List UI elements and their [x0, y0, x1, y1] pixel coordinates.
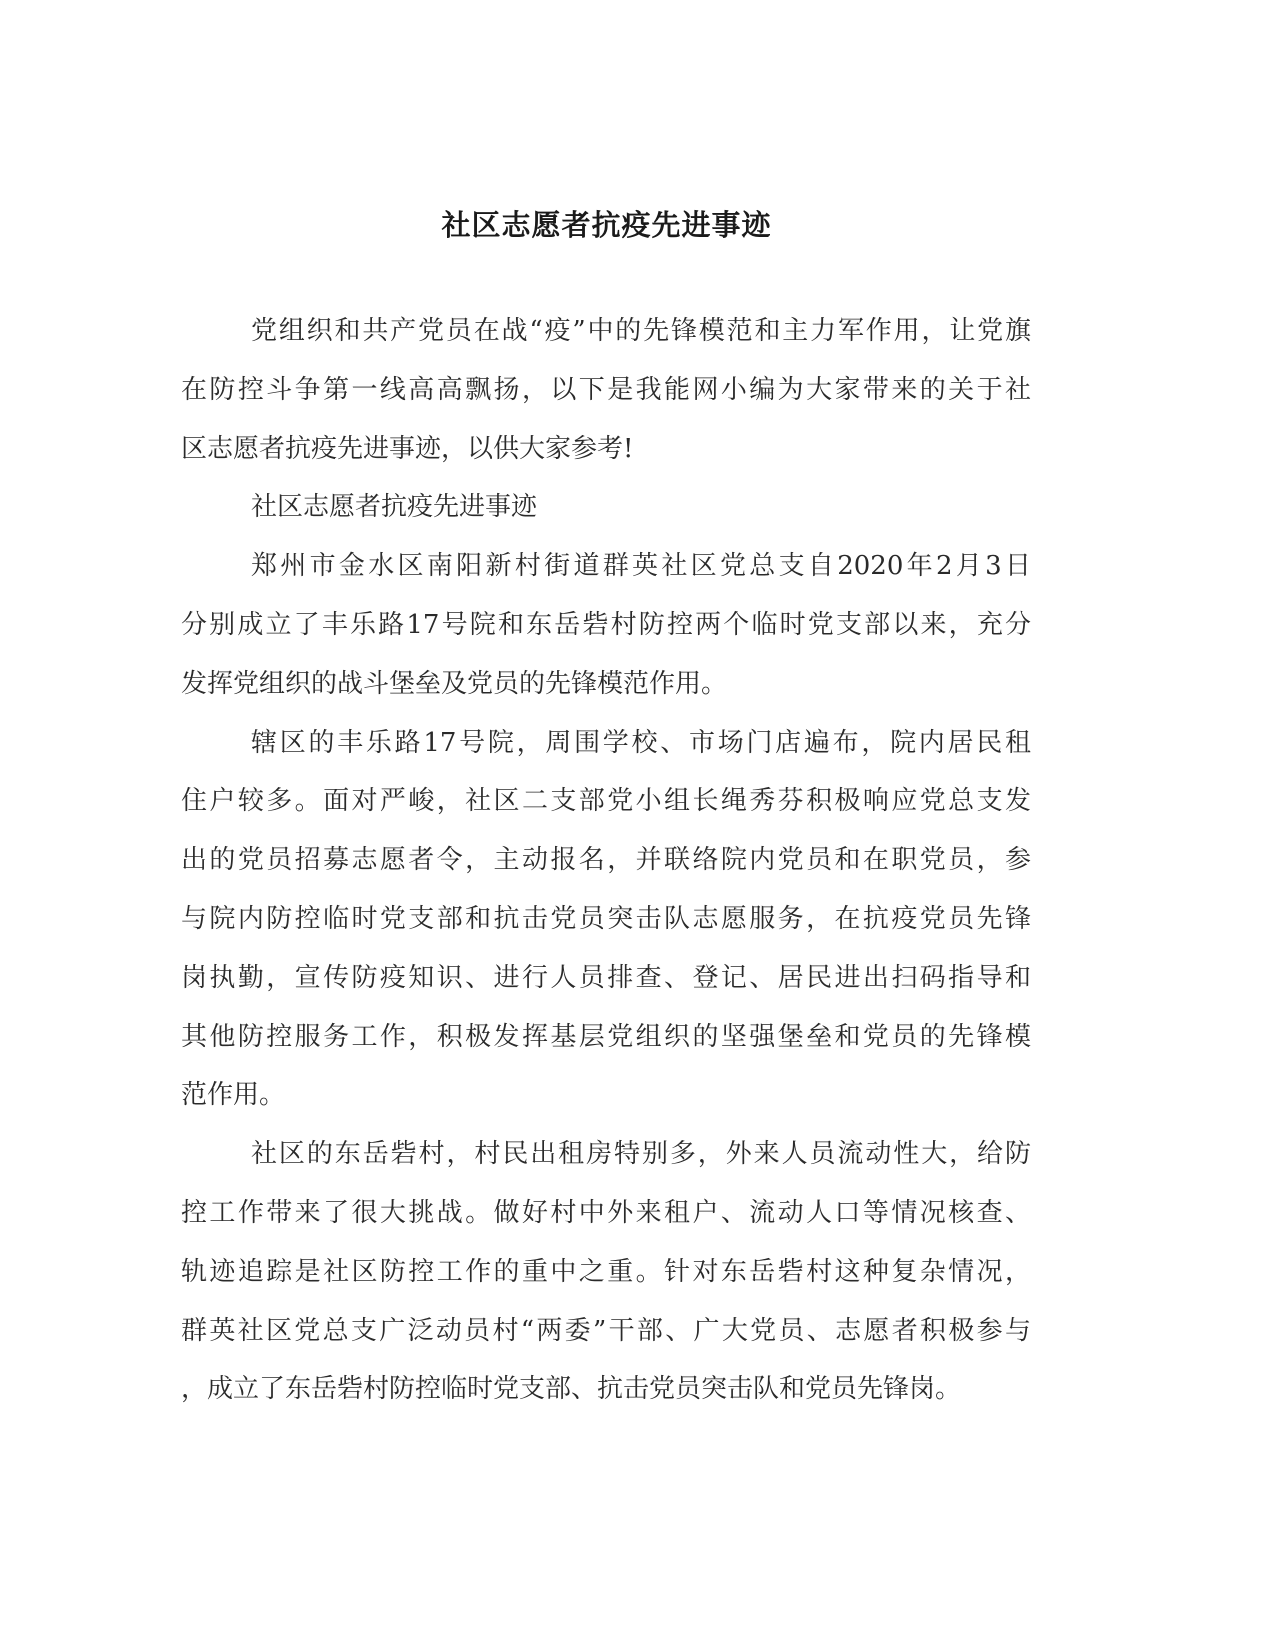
paragraph-line: 范作用。	[181, 1080, 286, 1111]
document-body	[181, 317, 1031, 1434]
paragraph-dongyuezhai	[181, 1140, 1031, 1404]
paragraph-line: 党组织和共产党员在战“疫”中的先锋模范和主力军作用，让党旗	[251, 316, 1031, 346]
paragraph-line: 控工作带来了很大挑战。做好村中外来租户、流动人口等情况核查、	[181, 1197, 1031, 1228]
paragraph-intro	[181, 317, 1031, 464]
paragraph-line: ，成立了东岳砦村防控临时党支部、抗击党员突击队和党员先锋岗。	[181, 1374, 962, 1405]
paragraph-line: 社区的东岳砦村，村民出租房特别多，外来人员流动性大，给防	[251, 1139, 1031, 1170]
paragraph-line: 住户较多。面对严峻，社区二支部党小组长绳秀芬积极响应党总支发	[181, 786, 1031, 817]
paragraph-line: 与院内防控临时党支部和抗击党员突击队志愿服务，在抗疫党员先锋	[181, 903, 1031, 934]
paragraph-line: 辖区的丰乐路17号院，周围学校、市场门店遍布，院内居民租	[251, 727, 1031, 758]
paragraph-fengle-road	[181, 729, 1031, 1111]
paragraph-line: 其他防控服务工作，积极发挥基层党组织的坚强堡垒和党员的先锋模	[181, 1021, 1031, 1052]
paragraph-line: 在防控斗争第一线高高飘扬，以下是我能网小编为大家带来的关于社	[181, 374, 1031, 405]
paragraph-line: 社区志愿者抗疫先进事迹	[251, 492, 538, 523]
paragraph-line: 区志愿者抗疫先进事迹，以供大家参考!	[181, 433, 634, 464]
document-title: 社区志愿者抗疫先进事迹	[441, 208, 772, 242]
paragraph-line: 轨迹追踪是社区防控工作的重中之重。针对东岳砦村这种复杂情况，	[181, 1256, 1031, 1287]
paragraph-background	[181, 552, 1031, 699]
paragraph-line: 分别成立了丰乐路17号院和东岳砦村防控两个临时党支部以来，充分	[181, 609, 1031, 640]
paragraph-line: 郑州市金水区南阳新村街道群英社区党总支自2020年2月3日	[251, 551, 1031, 582]
paragraph-line: 群英社区党总支广泛动员村“两委”干部、广大党员、志愿者积极参与	[181, 1315, 1031, 1346]
paragraph-line: 发挥党组织的战斗堡垒及党员的先锋模范作用。	[181, 668, 728, 699]
paragraph-subtitle	[181, 493, 1031, 522]
paragraph-line: 出的党员招募志愿者令，主动报名，并联络院内党员和在职党员，参	[181, 845, 1031, 876]
paragraph-line: 岗执勤，宣传防疫知识、进行人员排查、登记、居民进出扫码指导和	[181, 962, 1031, 993]
